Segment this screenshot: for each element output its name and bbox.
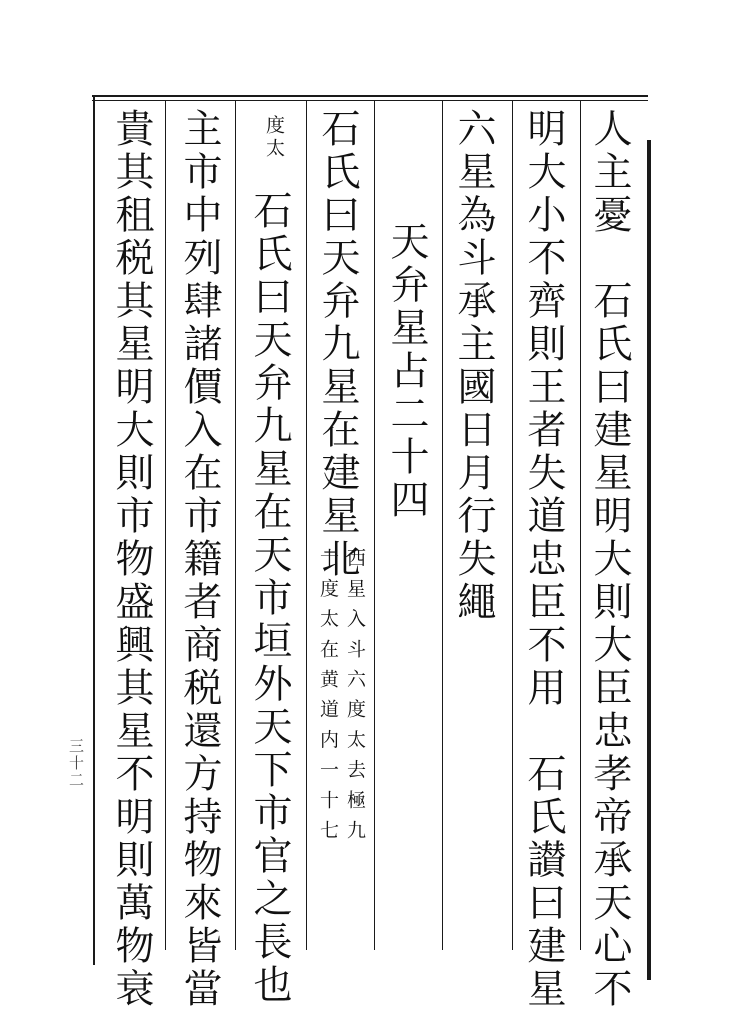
- margin-page-number: 三十二: [67, 738, 85, 789]
- top-border: [92, 95, 648, 97]
- text-column-2: 明大小不齊則王者失道忠臣不用 石氏讃曰建星: [521, 108, 566, 1011]
- column-divider: [165, 100, 166, 950]
- column-divider: [235, 100, 236, 950]
- column-divider: [512, 100, 513, 950]
- top-border-inner: [92, 100, 648, 101]
- left-border: [93, 95, 95, 965]
- column-divider: [442, 100, 443, 950]
- inline-note-right: 西星入斗六度太去極九: [344, 548, 366, 850]
- text-column-6: 石氏曰天弁九星在天市垣外天下市官之長也: [247, 190, 292, 1007]
- column-divider: [306, 100, 307, 950]
- text-column-3: 六星為斗承主國日月行失繩: [451, 108, 496, 624]
- text-column-1: 人主憂 石氏曰建星明大則大臣忠孝帝承天心不: [587, 108, 632, 1011]
- text-column-7: 主市中列肆諸價入在市籍者商税還方持物來皆當: [177, 108, 222, 1011]
- right-border: [647, 140, 651, 980]
- heading-note: 度太: [263, 115, 285, 161]
- column-divider: [580, 100, 581, 950]
- inline-note-left: 十度太在黄道内一十七: [317, 548, 339, 850]
- text-column-5: 石氏曰天弁九星在建星北: [315, 108, 360, 581]
- text-column-8: 貴其租税其星明大則市物盛興其星不明則萬物衰: [109, 108, 154, 1011]
- column-divider: [374, 100, 375, 950]
- section-heading: 天弁星占二十四: [384, 221, 429, 522]
